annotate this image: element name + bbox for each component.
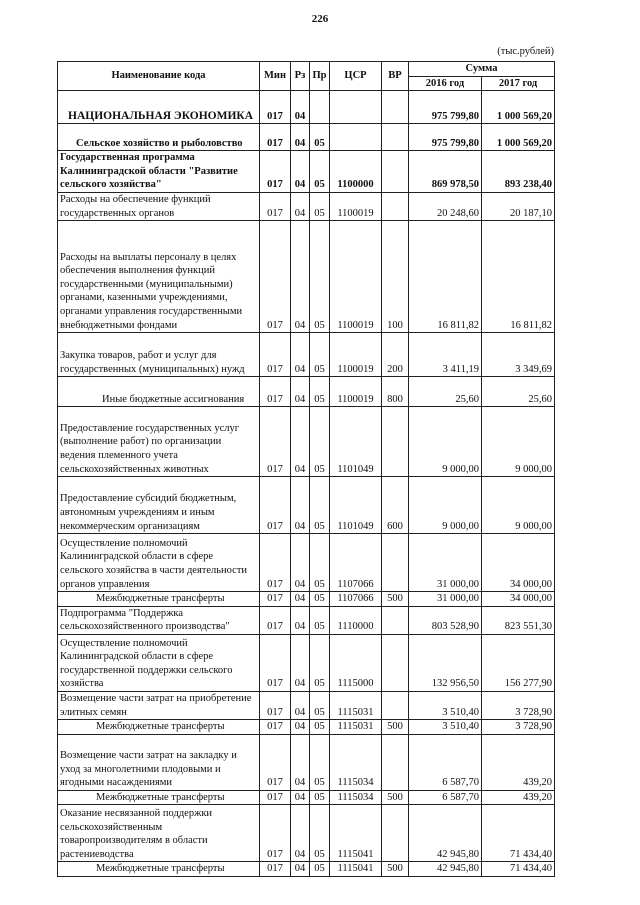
row-sum-2017: 34 000,00 — [482, 592, 555, 607]
row-rz: 04 — [291, 534, 310, 592]
row-sum-2016: 3 411,19 — [409, 333, 482, 377]
row-name: Закупка товаров, работ и услуг для государственных (муниципальных) нужд — [58, 333, 260, 377]
row-name: НАЦИОНАЛЬНАЯ ЭКОНОМИКА — [58, 91, 260, 124]
header-name: Наименование кода — [58, 62, 260, 91]
row-csr: 1107066 — [330, 592, 382, 607]
table-row — [58, 124, 555, 151]
row-rz: 04 — [291, 691, 310, 719]
header-min: Мин — [260, 62, 291, 91]
row-sum-2016: 3 510,40 — [409, 691, 482, 719]
table-row — [58, 477, 555, 534]
row-vr — [382, 534, 409, 592]
row-name: Межбюджетные трансферты — [58, 720, 260, 735]
row-vr: 800 — [382, 377, 409, 407]
row-vr: 200 — [382, 333, 409, 377]
row-rz: 04 — [291, 477, 310, 534]
row-min: 017 — [260, 124, 291, 151]
row-min: 017 — [260, 407, 291, 477]
row-min: 017 — [260, 805, 291, 862]
row-pr: 05 — [310, 192, 330, 220]
row-sum-2017: 156 277,90 — [482, 634, 555, 691]
row-sum-2016: 42 945,80 — [409, 805, 482, 862]
row-sum-2016: 975 799,80 — [409, 91, 482, 124]
row-vr: 500 — [382, 790, 409, 805]
row-name: Возмещение части затрат на приобретение элитных семян — [58, 691, 260, 719]
row-name: Осуществление полномочий Калининградской области в сфере государственной поддержки сельского хозяйства — [58, 634, 260, 691]
row-name: Предоставление государственных услуг (выполнение работ) по организации ведения племенного учета сельскохозяйственных животных — [58, 407, 260, 477]
row-min: 017 — [260, 720, 291, 735]
row-name: Межбюджетные трансферты — [58, 790, 260, 805]
row-sum-2016: 31 000,00 — [409, 592, 482, 607]
row-sum-2016: 9 000,00 — [409, 477, 482, 534]
row-min: 017 — [260, 634, 291, 691]
row-min: 017 — [260, 91, 291, 124]
row-rz: 04 — [291, 634, 310, 691]
row-sum-2016: 6 587,70 — [409, 790, 482, 805]
row-rz: 04 — [291, 91, 310, 124]
row-rz: 04 — [291, 221, 310, 333]
row-rz: 04 — [291, 805, 310, 862]
row-csr: 1101049 — [330, 407, 382, 477]
table-row — [58, 805, 555, 862]
row-rz: 04 — [291, 333, 310, 377]
row-vr — [382, 634, 409, 691]
row-min: 017 — [260, 862, 291, 877]
header-pr: Пр — [310, 62, 330, 91]
header-csr: ЦСР — [330, 62, 382, 91]
row-sum-2017: 9 000,00 — [482, 477, 555, 534]
row-vr — [382, 805, 409, 862]
row-pr: 05 — [310, 592, 330, 607]
row-vr — [382, 192, 409, 220]
header-vr: ВР — [382, 62, 409, 91]
header-rz: Рз — [291, 62, 310, 91]
row-min: 017 — [260, 477, 291, 534]
row-sum-2016: 9 000,00 — [409, 407, 482, 477]
row-min: 017 — [260, 333, 291, 377]
header-year-2016: 2016 год — [409, 76, 482, 91]
table-row — [58, 407, 555, 477]
row-csr: 1115031 — [330, 691, 382, 719]
row-rz: 04 — [291, 151, 310, 193]
row-vr: 500 — [382, 592, 409, 607]
row-rz: 04 — [291, 407, 310, 477]
row-sum-2017: 1 000 569,20 — [482, 124, 555, 151]
row-vr — [382, 151, 409, 193]
row-sum-2016: 3 510,40 — [409, 720, 482, 735]
row-vr: 600 — [382, 477, 409, 534]
table-row — [58, 91, 555, 124]
table-row — [58, 377, 555, 407]
row-sum-2017: 25,60 — [482, 377, 555, 407]
row-sum-2017: 439,20 — [482, 790, 555, 805]
row-csr: 1115000 — [330, 634, 382, 691]
row-vr: 500 — [382, 862, 409, 877]
row-min: 017 — [260, 192, 291, 220]
row-min: 017 — [260, 151, 291, 193]
row-vr: 500 — [382, 720, 409, 735]
row-sum-2017: 3 728,90 — [482, 720, 555, 735]
row-sum-2017: 439,20 — [482, 734, 555, 790]
row-vr — [382, 734, 409, 790]
row-vr: 100 — [382, 221, 409, 333]
row-sum-2017: 71 434,40 — [482, 862, 555, 877]
row-pr: 05 — [310, 634, 330, 691]
row-pr: 05 — [310, 862, 330, 877]
row-min: 017 — [260, 606, 291, 634]
row-csr — [330, 91, 382, 124]
row-pr: 05 — [310, 734, 330, 790]
table-row — [58, 720, 555, 735]
row-csr — [330, 124, 382, 151]
row-vr — [382, 691, 409, 719]
row-pr: 05 — [310, 790, 330, 805]
table-row — [58, 790, 555, 805]
row-csr: 1115034 — [330, 790, 382, 805]
row-min: 017 — [260, 790, 291, 805]
header-sum: Сумма — [409, 62, 555, 77]
row-name: Сельское хозяйство и рыболовство — [58, 124, 260, 151]
row-sum-2016: 132 956,50 — [409, 634, 482, 691]
row-name: Предоставление субсидий бюджетным, автономным учреждениям и иным некоммерческим организациям — [58, 477, 260, 534]
row-sum-2016: 975 799,80 — [409, 124, 482, 151]
table-row — [58, 192, 555, 220]
row-pr: 05 — [310, 124, 330, 151]
row-csr: 1100019 — [330, 192, 382, 220]
row-csr: 1110000 — [330, 606, 382, 634]
row-rz: 04 — [291, 862, 310, 877]
row-vr — [382, 91, 409, 124]
table-row — [58, 592, 555, 607]
row-min: 017 — [260, 377, 291, 407]
row-pr: 05 — [310, 221, 330, 333]
row-sum-2016: 6 587,70 — [409, 734, 482, 790]
row-sum-2016: 869 978,50 — [409, 151, 482, 193]
row-sum-2017: 9 000,00 — [482, 407, 555, 477]
row-rz: 04 — [291, 606, 310, 634]
row-name: Расходы на обеспечение функций государственных органов — [58, 192, 260, 220]
row-rz: 04 — [291, 192, 310, 220]
page-number: 226 — [311, 13, 329, 25]
budget-table — [57, 61, 555, 877]
row-csr: 1115031 — [330, 720, 382, 735]
row-sum-2017: 71 434,40 — [482, 805, 555, 862]
row-sum-2017: 20 187,10 — [482, 192, 555, 220]
row-sum-2017: 1 000 569,20 — [482, 91, 555, 124]
row-vr — [382, 606, 409, 634]
row-pr: 05 — [310, 377, 330, 407]
row-pr: 05 — [310, 691, 330, 719]
row-pr: 05 — [310, 606, 330, 634]
row-sum-2016: 25,60 — [409, 377, 482, 407]
row-rz: 04 — [291, 377, 310, 407]
table-row — [58, 606, 555, 634]
row-csr: 1100019 — [330, 333, 382, 377]
row-name: Расходы на выплаты персоналу в целях обеспечения выполнения функций государственными (муниципальными) органами, казенными учреждениями, органами управления государственными внебюджетными фондами — [58, 221, 260, 333]
table-row — [58, 734, 555, 790]
row-name: Государственная программа Калининградской области "Развитие сельского хозяйства" — [58, 151, 260, 193]
header-year-2017: 2017 год — [482, 76, 555, 91]
row-vr — [382, 407, 409, 477]
row-pr: 05 — [310, 151, 330, 193]
row-csr: 1115034 — [330, 734, 382, 790]
row-csr: 1115041 — [330, 805, 382, 862]
table-row — [58, 221, 555, 333]
row-pr: 05 — [310, 805, 330, 862]
row-min: 017 — [260, 691, 291, 719]
row-csr: 1100019 — [330, 221, 382, 333]
row-sum-2017: 893 238,40 — [482, 151, 555, 193]
row-csr: 1101049 — [330, 477, 382, 534]
row-rz: 04 — [291, 124, 310, 151]
row-name: Возмещение части затрат на закладку и уход за многолетними плодовыми и ягодными насаждениями — [58, 734, 260, 790]
row-min: 017 — [260, 534, 291, 592]
row-pr: 05 — [310, 477, 330, 534]
row-rz: 04 — [291, 734, 310, 790]
row-sum-2016: 16 811,82 — [409, 221, 482, 333]
row-sum-2016: 42 945,80 — [409, 862, 482, 877]
row-sum-2017: 823 551,30 — [482, 606, 555, 634]
table-row — [58, 333, 555, 377]
row-vr — [382, 124, 409, 151]
row-pr: 05 — [310, 720, 330, 735]
row-min: 017 — [260, 221, 291, 333]
row-rz: 04 — [291, 720, 310, 735]
row-sum-2017: 3 728,90 — [482, 691, 555, 719]
row-name: Осуществление полномочий Калининградской области в сфере сельского хозяйства в части деятельности органов управления — [58, 534, 260, 592]
table-row — [58, 151, 555, 193]
row-pr: 05 — [310, 333, 330, 377]
row-sum-2016: 803 528,90 — [409, 606, 482, 634]
row-csr: 1100019 — [330, 377, 382, 407]
row-sum-2016: 20 248,60 — [409, 192, 482, 220]
row-sum-2017: 34 000,00 — [482, 534, 555, 592]
table-row — [58, 634, 555, 691]
row-name: Подпрограмма "Поддержка сельскохозяйственного производства" — [58, 606, 260, 634]
row-min: 017 — [260, 592, 291, 607]
table-row — [58, 534, 555, 592]
row-csr: 1100000 — [330, 151, 382, 193]
row-pr: 05 — [310, 407, 330, 477]
row-name: Межбюджетные трансферты — [58, 592, 260, 607]
row-sum-2017: 16 811,82 — [482, 221, 555, 333]
row-csr: 1115041 — [330, 862, 382, 877]
units-label: (тыс.рублей) — [497, 46, 554, 57]
row-sum-2016: 31 000,00 — [409, 534, 482, 592]
row-name: Иные бюджетные ассигнования — [58, 377, 260, 407]
row-sum-2017: 3 349,69 — [482, 333, 555, 377]
row-rz: 04 — [291, 790, 310, 805]
row-name: Межбюджетные трансферты — [58, 862, 260, 877]
row-min: 017 — [260, 734, 291, 790]
table-row — [58, 862, 555, 877]
table-row — [58, 691, 555, 719]
row-pr: 05 — [310, 534, 330, 592]
row-rz: 04 — [291, 592, 310, 607]
row-csr: 1107066 — [330, 534, 382, 592]
row-name: Оказание несвязанной поддержки сельскохозяйственным товаропроизводителям в области растениеводства — [58, 805, 260, 862]
row-pr — [310, 91, 330, 124]
